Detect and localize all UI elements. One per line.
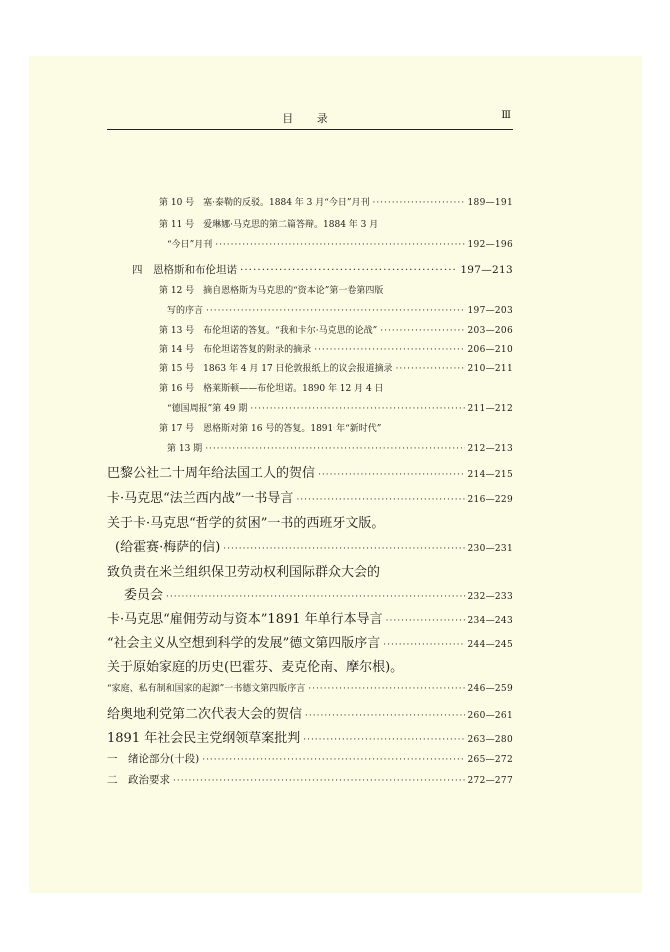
entry-pages: 216—229: [467, 495, 513, 505]
entry-title: 第 16 号 格莱斯顿——布伦坦诺。1890 年 12 月 4 日: [159, 384, 384, 394]
entry-pages: 214—215: [467, 470, 513, 480]
entry-title: 第 13 号 布伦坦诺的答复。“我和卡尔·马克思的论战”: [159, 326, 378, 336]
toc-entry: [107, 656, 513, 675]
entry-title: 第 11 号 爱琳娜·马克思的第二篇答辩。1884 年 3 月: [159, 220, 379, 230]
toc-entry: [107, 681, 513, 694]
entry-title: 委员会: [124, 588, 164, 603]
toc-entry: [107, 217, 513, 230]
entry-pages: 210—211: [467, 364, 513, 374]
toc-entry: [107, 536, 513, 555]
entry-pages: 246—259: [467, 684, 513, 694]
entry-pages: 197—213: [460, 264, 513, 276]
dot-leader: [166, 592, 465, 602]
entry-pages: 203—206: [467, 326, 513, 336]
dot-leader: [396, 364, 465, 374]
dot-leader: [223, 544, 464, 554]
toc-entry: [107, 421, 513, 434]
dot-leader: [240, 264, 457, 276]
page-title: 目 录: [282, 112, 338, 125]
toc-entry: [107, 561, 513, 580]
toc-entry: [107, 512, 513, 531]
entry-title: 巴黎公社二十周年给法国工人的贺信: [107, 466, 316, 481]
entry-pages: 211—212: [467, 404, 513, 414]
entry-pages: 206—210: [467, 345, 513, 355]
entry-title: 第 10 号 塞·泰勒的反驳。1884 年 3 月“今日”月刊: [159, 198, 370, 208]
dot-leader: [386, 616, 465, 626]
dot-leader: [303, 735, 464, 745]
dot-leader: [308, 684, 464, 694]
entry-title: “今日”月刊: [167, 240, 213, 250]
page-header: [107, 107, 513, 130]
entry-title: 卡·马克思“雇佣劳动与资本”1891 年单行本导言: [107, 612, 383, 627]
toc-entry: [107, 237, 513, 250]
dot-leader: [318, 470, 465, 480]
dot-leader: [173, 776, 465, 786]
dot-leader: [305, 711, 465, 721]
dot-leader: [383, 640, 464, 650]
entry-title: 卡·马克思“法兰西内战”一书导言: [107, 491, 294, 506]
entry-title: 给奥地利党第二次代表大会的贺信: [107, 707, 303, 722]
toc-entry: [107, 283, 513, 296]
toc-entry: [107, 703, 513, 722]
toc-entry: [107, 401, 513, 414]
entry-title: 写的序言: [167, 306, 204, 316]
entry-pages: 265—272: [467, 755, 513, 765]
toc-entry: [107, 632, 513, 651]
dot-leader: [205, 444, 464, 454]
entry-title: “家庭、私有制和国家的起源”一书德文第四版序言: [107, 684, 306, 694]
entry-pages: 212—213: [467, 444, 513, 454]
toc-entry: [107, 323, 513, 336]
entry-pages: 263—280: [467, 735, 513, 745]
toc-entry: [107, 381, 513, 394]
dot-leader: [206, 306, 465, 316]
dot-leader: [215, 240, 464, 250]
dot-leader: [250, 404, 464, 414]
entry-pages: 272—277: [467, 776, 513, 786]
toc-entry: [107, 727, 513, 746]
entry-pages: 192—196: [467, 240, 513, 250]
entry-pages: 244—245: [467, 640, 513, 650]
entry-title: “社会主义从空想到科学的发展”德文第四版序言: [107, 636, 381, 651]
entry-title: (给霍赛·梅萨的信): [115, 540, 221, 555]
toc-section: [107, 262, 513, 277]
dot-leader: [314, 345, 464, 355]
entry-title: “德国周报”第 49 期: [167, 404, 248, 414]
entry-title: 关于原始家庭的历史(巴霍芬、麦克伦南、摩尔根)。: [107, 660, 404, 675]
dot-leader: [202, 755, 464, 765]
entry-pages: 234—243: [467, 616, 513, 626]
entry-pages: 230—231: [467, 544, 513, 554]
entry-title: 1891 年社会民主党纲领草案批判: [107, 731, 301, 746]
entry-title: 二 政治要求: [107, 774, 170, 786]
page-number: Ⅲ: [501, 110, 511, 121]
entry-title: 第 14 号 布伦坦诺答复的附录的摘录: [159, 345, 312, 355]
toc-entry: [107, 584, 513, 603]
toc-entry: [107, 751, 513, 766]
toc-entry: [107, 608, 513, 627]
entry-pages: 232—233: [467, 592, 513, 602]
toc-entry: [107, 487, 513, 506]
entry-title: 四 恩格斯和布伦坦诺: [132, 264, 237, 276]
entry-title: 致负责在米兰组织保卫劳动权利国际群众大会的: [107, 565, 381, 580]
entry-title: 一 绪论部分(十段): [107, 753, 200, 765]
entry-pages: 197—203: [467, 306, 513, 316]
toc-entry: [107, 195, 513, 208]
entry-title: 关于卡·马克思“哲学的贫困”一书的西班牙文版。: [107, 516, 385, 531]
toc-entry: [107, 462, 513, 481]
dot-leader: [372, 198, 464, 208]
toc-entry: [107, 342, 513, 355]
entry-title: 第 12 号 摘自恩格斯为马克思的“资本论”第一卷第四版: [159, 286, 384, 296]
dot-leader: [380, 326, 464, 336]
entry-title: 第 15 号 1863 年 4 月 17 日伦敦报纸上的议会报道摘录: [159, 364, 393, 374]
dot-leader: [296, 495, 464, 505]
entry-pages: 189—191: [467, 198, 513, 208]
toc-entry: [107, 772, 513, 787]
entry-title: 第 17 号 恩格斯对第 16 号的答复。1891 年“新时代”: [159, 424, 382, 434]
entry-title: 第 13 期: [167, 444, 203, 454]
toc-entry: [107, 303, 513, 316]
entry-pages: 260—261: [467, 711, 513, 721]
toc-entry: [107, 361, 513, 374]
toc-entry: [107, 441, 513, 454]
